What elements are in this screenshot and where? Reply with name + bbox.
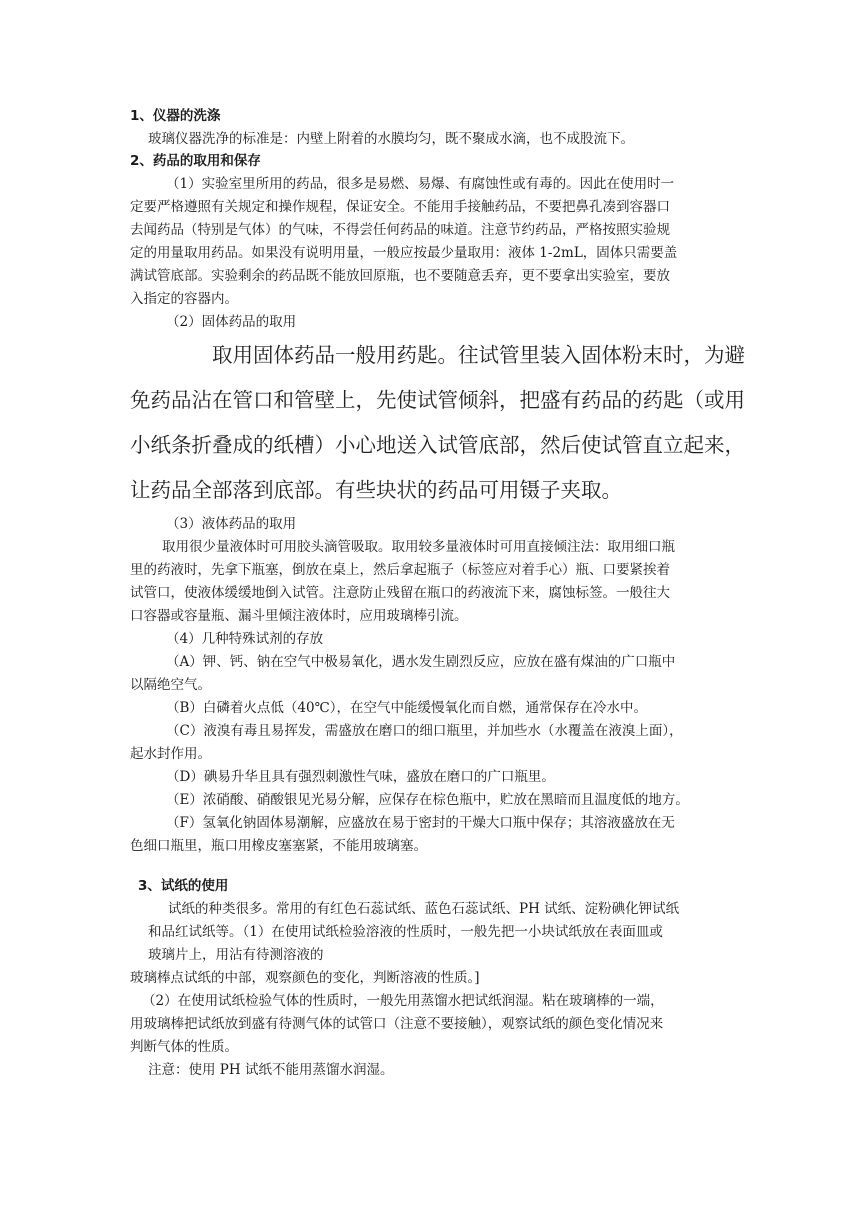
- paragraph-line: 定要严格遵照有关规定和操作规程，保证安全。不能用手接触药品，不要把鼻孔凑到容器口: [130, 199, 670, 215]
- large-text-line: 小纸条折叠成的纸槽）小心地送入试管底部，然后使试管直立起来，: [130, 433, 745, 457]
- paragraph-line: （2）在使用试纸检验气体的性质时，一般先用蒸馏水把试纸润湿。粘在玻璃棒的一端，: [142, 993, 664, 1009]
- paragraph-line: 满试管底部。实验剩余的药品既不能放回原瓶，也不要随意丢弃，更不要拿出实验室，要放: [130, 268, 670, 284]
- paragraph-line: （B）白磷着火点低（40℃），在空气中能缓慢氧化而自燃，通常保存在冷水中。: [166, 700, 647, 716]
- section-2-heading: 2、药品的取用和保存: [130, 153, 261, 169]
- paragraph-line: 去闻药品（特别是气体）的气味，不得尝任何药品的味道。注意节约药品，严格按照实验规: [130, 222, 670, 238]
- subsection-title: （2）固体药品的取用: [166, 314, 297, 330]
- large-text-line: 取用固体药品一般用药匙。往试管里装入固体粉末时，为避: [212, 343, 745, 367]
- section-1-heading: 1、仪器的洗涤: [130, 108, 221, 124]
- paragraph-line: 口容器或容量瓶、漏斗里倾注液体时，应用玻璃棒引流。: [130, 608, 468, 624]
- paragraph-line: 试纸的种类很多。常用的有红色石蕊试纸、蓝色石蕊试纸、PH 试纸、淀粉碘化钾试纸: [168, 901, 680, 917]
- paragraph-line: （F）氢氧化钠固体易潮解，应盛放在易于密封的干燥大口瓶中保存；其溶液盛放在无: [166, 815, 675, 831]
- paragraph-line: （E）浓硝酸、硝酸银见光易分解，应保存在棕色瓶中，贮放在黑暗而且温度低的地方。: [166, 792, 689, 808]
- paragraph-line: 里的药液时，先拿下瓶塞，倒放在桌上，然后拿起瓶子（标签应对着手心）瓶、口要紧挨着: [130, 562, 670, 578]
- paragraph-line: 以隔绝空气。: [130, 677, 211, 693]
- paragraph-line: 试管口，使液体缓缓地倒入试管。注意防止残留在瓶口的药液流下来，腐蚀标签。一般往大: [130, 585, 670, 601]
- paragraph-line: 取用很少量液体时可用胶头滴管吸取。取用较多量液体时可用直接倾注法：取用细口瓶: [162, 539, 675, 555]
- paragraph-line: （A）钾、钙、钠在空气中极易氧化，遇水发生剧烈反应，应放在盛有煤油的广口瓶中: [166, 654, 676, 670]
- paragraph-line: 色细口瓶里，瓶口用橡皮塞塞紧，不能用玻璃塞。: [130, 838, 427, 854]
- paragraph-line: 判断气体的性质。: [130, 1039, 238, 1055]
- paragraph-line: 用玻璃棒把试纸放到盛有待测气体的试管口（注意不要接触），观察试纸的颜色变化情况来: [130, 1016, 664, 1032]
- section-1-text: 玻璃仪器洗净的标准是：内壁上附着的水膜均匀，既不聚成水滴，也不成股流下。: [148, 131, 634, 147]
- section-3-heading: 3、试纸的使用: [138, 878, 229, 894]
- paragraph-line: 注意：使用 PH 试纸不能用蒸馏水润湿。: [148, 1062, 394, 1078]
- paragraph-line: 玻璃片上，用沾有待测溶液的: [148, 947, 324, 963]
- paragraph-line: 玻璃棒点试纸的中部，观察颜色的变化，判断溶液的性质。]: [130, 970, 480, 986]
- paragraph-line: 入指定的容器内。: [130, 291, 238, 307]
- subsection-title: （4）几种特殊试剂的存放: [166, 631, 324, 647]
- subsection-title: （3）液体药品的取用: [166, 516, 297, 532]
- large-text-line: 免药品沾在管口和管壁上，先使试管倾斜，把盛有药品的药匙（或用: [130, 388, 745, 412]
- paragraph-line: （D）碘易升华且具有强烈刺激性气味，盛放在磨口的广口瓶里。: [166, 769, 555, 785]
- paragraph-line: 起水封作用。: [130, 746, 211, 762]
- paragraph-line: 定的用量取用药品。如果没有说明用量，一般应按最少量取用：液体 1-2mL，固体只需要盖: [130, 245, 678, 261]
- large-text-line: 让药品全部落到底部。有些块状的药品可用镊子夹取。: [130, 478, 622, 502]
- paragraph-line: 和品红试纸等。（1）在使用试纸检验溶液的性质时，一般先把一小块试纸放在表面皿或: [148, 924, 663, 940]
- paragraph-line: （C）液溴有毒且易挥发，需盛放在磨口的细口瓶里，并加些水（水覆盖在液溴上面），: [166, 723, 683, 739]
- paragraph-line: （1）实验室里所用的药品，很多是易燃、易爆、有腐蚀性或有毒的。因此在使用时一: [166, 176, 675, 192]
